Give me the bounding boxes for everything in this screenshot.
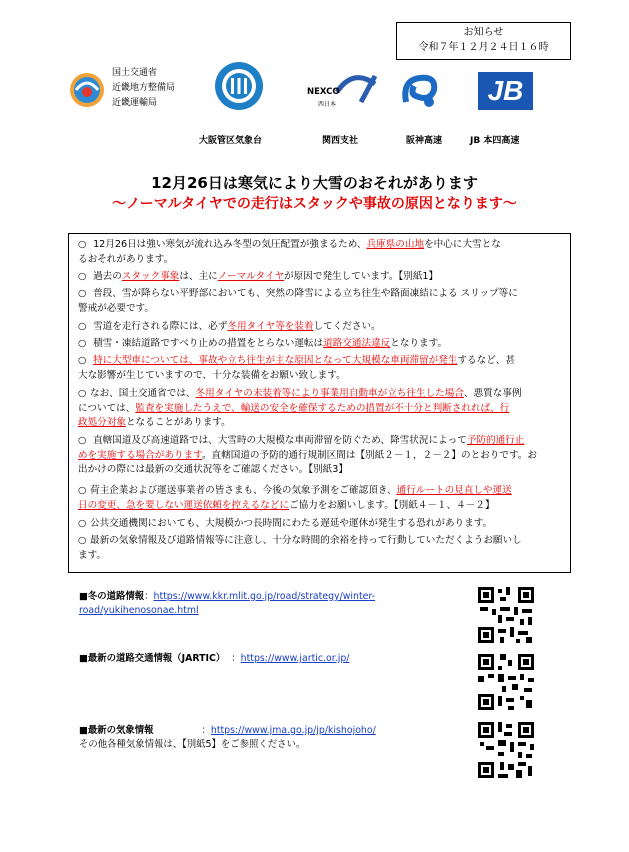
qr-code-icon xyxy=(476,652,536,712)
text: ご協力をお願いします。【別紙４－１、４－２】 xyxy=(289,499,495,511)
notice-box xyxy=(396,22,571,60)
bullet-2 xyxy=(78,270,566,285)
weather-label: ■最新の気象情報 xyxy=(79,725,154,736)
text: 普段、雪が降らない平野部においても、突然の降雪による立ち往生や路面凍結による スリップ等に xyxy=(93,288,518,299)
nexco-mark: NEXCO xyxy=(307,87,340,97)
notice-label: お知らせ xyxy=(463,27,504,38)
jartic-label: ■最新の道路交通情報（JARTIC） xyxy=(79,653,226,664)
qr-code-icon xyxy=(476,585,536,645)
text: 荷主企業および運送事業者の皆さまも、今後の気象予測をご確認頂き、 xyxy=(90,485,397,496)
text: 出かけの際には最新の交通状況等をご確認ください。【別紙3】 xyxy=(78,464,348,475)
bullet-8 xyxy=(78,434,566,478)
nexco-logo-icon xyxy=(333,72,379,106)
bullet-mark: ○ xyxy=(78,239,87,250)
jma-logo-icon xyxy=(213,60,265,112)
bullet-3 xyxy=(78,287,566,316)
jartic-info xyxy=(79,652,349,666)
bullet-9 xyxy=(78,484,566,513)
bullet-mark: ○ xyxy=(78,388,87,399)
jma-label: 大阪管区気象台 xyxy=(199,136,263,146)
hanshin-label: 阪神高速 xyxy=(406,136,443,146)
jartic-sep: ： xyxy=(231,653,241,664)
text-highlight: 冬用タイヤの未装着等により事業用自動車が立ち往生した場合 xyxy=(195,388,464,399)
bullet-mark: ○ xyxy=(78,338,87,349)
qr-code-icon xyxy=(476,720,536,780)
text-highlight: 監査を実施したうえで、輸送の安全を確保するための措置が不十分と判断されれば、行 xyxy=(135,402,510,414)
winter-road-link-cont[interactable]: road/yukihenosonae.html xyxy=(79,605,199,616)
text: となることがあります。 xyxy=(125,417,231,428)
bullet-mark: ○ xyxy=(78,435,87,446)
text: 大な影響が生じていますので、十分な装備をお願い致します。 xyxy=(78,369,346,381)
bullet-10 xyxy=(78,517,566,532)
weather-note: その他各種気象情報は、【別紙5】をご参照ください。 xyxy=(79,739,306,750)
bullet-mark: ○ xyxy=(78,485,87,496)
text-highlight: 特に大型車については、事故や立ち往生が主な原因となって大規模な車両滞留が発生 xyxy=(93,355,458,366)
nexco-sub: 西日本 xyxy=(318,101,337,108)
bullet-7 xyxy=(78,387,566,431)
bullet-mark: ○ xyxy=(78,288,87,299)
text: ます。 xyxy=(78,549,107,561)
text: 公共交通機関においても、大規模かつ長時間にわたる遅延や運休が発生する恐れがあります。 xyxy=(90,518,493,529)
bullet-mark: ○ xyxy=(78,321,87,332)
text: 12月26日は強い寒気が流れ込み冬型の気圧配置が強まるため、 xyxy=(93,239,367,250)
text-highlight: 兵庫県の山地 xyxy=(366,239,425,250)
org-regional-bureau: 近畿地方整備局 xyxy=(112,83,176,93)
weather-sep: ： xyxy=(201,725,211,736)
text: するなど、甚 xyxy=(457,355,515,366)
text-highlight: 政処分対象 xyxy=(78,417,126,428)
text: を中心に大雪とな xyxy=(424,239,501,250)
org-mlit: 国土交通省 xyxy=(112,68,158,78)
text: 最新の気象情報及び道路情報等に注意し、十分な時間的余裕を持って行動していただくようお願いし xyxy=(90,535,522,546)
text: なお、国土交通省では、 xyxy=(90,388,196,399)
bullet-mark: ○ xyxy=(78,535,87,546)
winter-road-info xyxy=(79,590,375,618)
page-title: 12月26日は寒気により大雪のおそれがあります xyxy=(151,174,478,192)
text: 過去の xyxy=(93,271,122,282)
text: が原因で発生しています。【別紙1】 xyxy=(284,271,439,282)
jartic-link[interactable]: https://www.jartic.or.jp/ xyxy=(240,653,350,664)
mlit-logo-icon xyxy=(68,70,106,110)
winter-road-sep: ： xyxy=(144,591,154,602)
bullet-mark: ○ xyxy=(78,271,87,282)
bullet-4 xyxy=(78,320,566,335)
text: るおそれがあります。 xyxy=(78,253,174,265)
nexco-label: 関西支社 xyxy=(322,136,359,146)
text-highlight: ノーマルタイヤ xyxy=(217,271,285,282)
bullet-6 xyxy=(78,354,566,383)
text: 雪道を走行される際には、必ず xyxy=(93,321,228,332)
text-highlight: 通行ルートの見直しや運送 xyxy=(396,485,512,496)
bullet-mark: ○ xyxy=(78,355,87,366)
text: については、 xyxy=(78,402,136,414)
jb-logo-icon: JB xyxy=(478,72,533,110)
bullet-mark: ○ xyxy=(78,518,87,529)
text-highlight: 冬用タイヤ等を装着 xyxy=(227,321,314,332)
weather-link[interactable]: https://www.jma.go.jp/jp/kishojoho/ xyxy=(210,725,376,736)
notice-date: 令和７年１２月２４日１６時 xyxy=(418,42,549,53)
text-highlight: 日の変更、急を要しない運送依頼を控えるなどに xyxy=(78,499,290,511)
bullet-1 xyxy=(78,238,566,267)
bullet-5 xyxy=(78,337,566,352)
text-highlight: 予防的通行止 xyxy=(466,435,525,446)
text-highlight: スタック事象 xyxy=(121,271,180,282)
weather-info xyxy=(79,724,376,752)
text: 積雪・凍結道路ですべり止めの措置をとらない運転は xyxy=(93,338,324,349)
jb-label: JB 本四高速 xyxy=(470,136,520,146)
winter-road-link[interactable]: https://www.kkr.mlit.go.jp/road/strategy/winter- xyxy=(153,591,376,602)
org-transport-bureau: 近畿運輸局 xyxy=(112,98,158,108)
text-highlight: 道路交通法違反 xyxy=(323,338,391,349)
organization-list xyxy=(112,66,175,111)
text: してください。 xyxy=(313,321,381,332)
text: 警戒が必要です。 xyxy=(78,302,154,314)
text: 直轄国道及び高速道路では、大雪時の大規模な車両滞留を防ぐため、降雪状況によって xyxy=(93,435,467,446)
page-subtitle: ～ノーマルタイヤでの走行はスタックや事故の原因となります～ xyxy=(112,196,517,212)
hanshin-logo-icon xyxy=(400,72,440,112)
text: となります。 xyxy=(390,338,448,349)
text: は、主に xyxy=(179,271,218,282)
winter-road-label: ■冬の道路情報 xyxy=(79,591,145,602)
text: 。直轄国道の予防的通行規制区間は【別紙２－１，２－２】のとおりです。お xyxy=(201,449,537,461)
text: 、悪質な事例 xyxy=(463,388,522,399)
text-highlight: めを実施する場合があります xyxy=(78,449,202,461)
bullet-11 xyxy=(78,534,566,563)
